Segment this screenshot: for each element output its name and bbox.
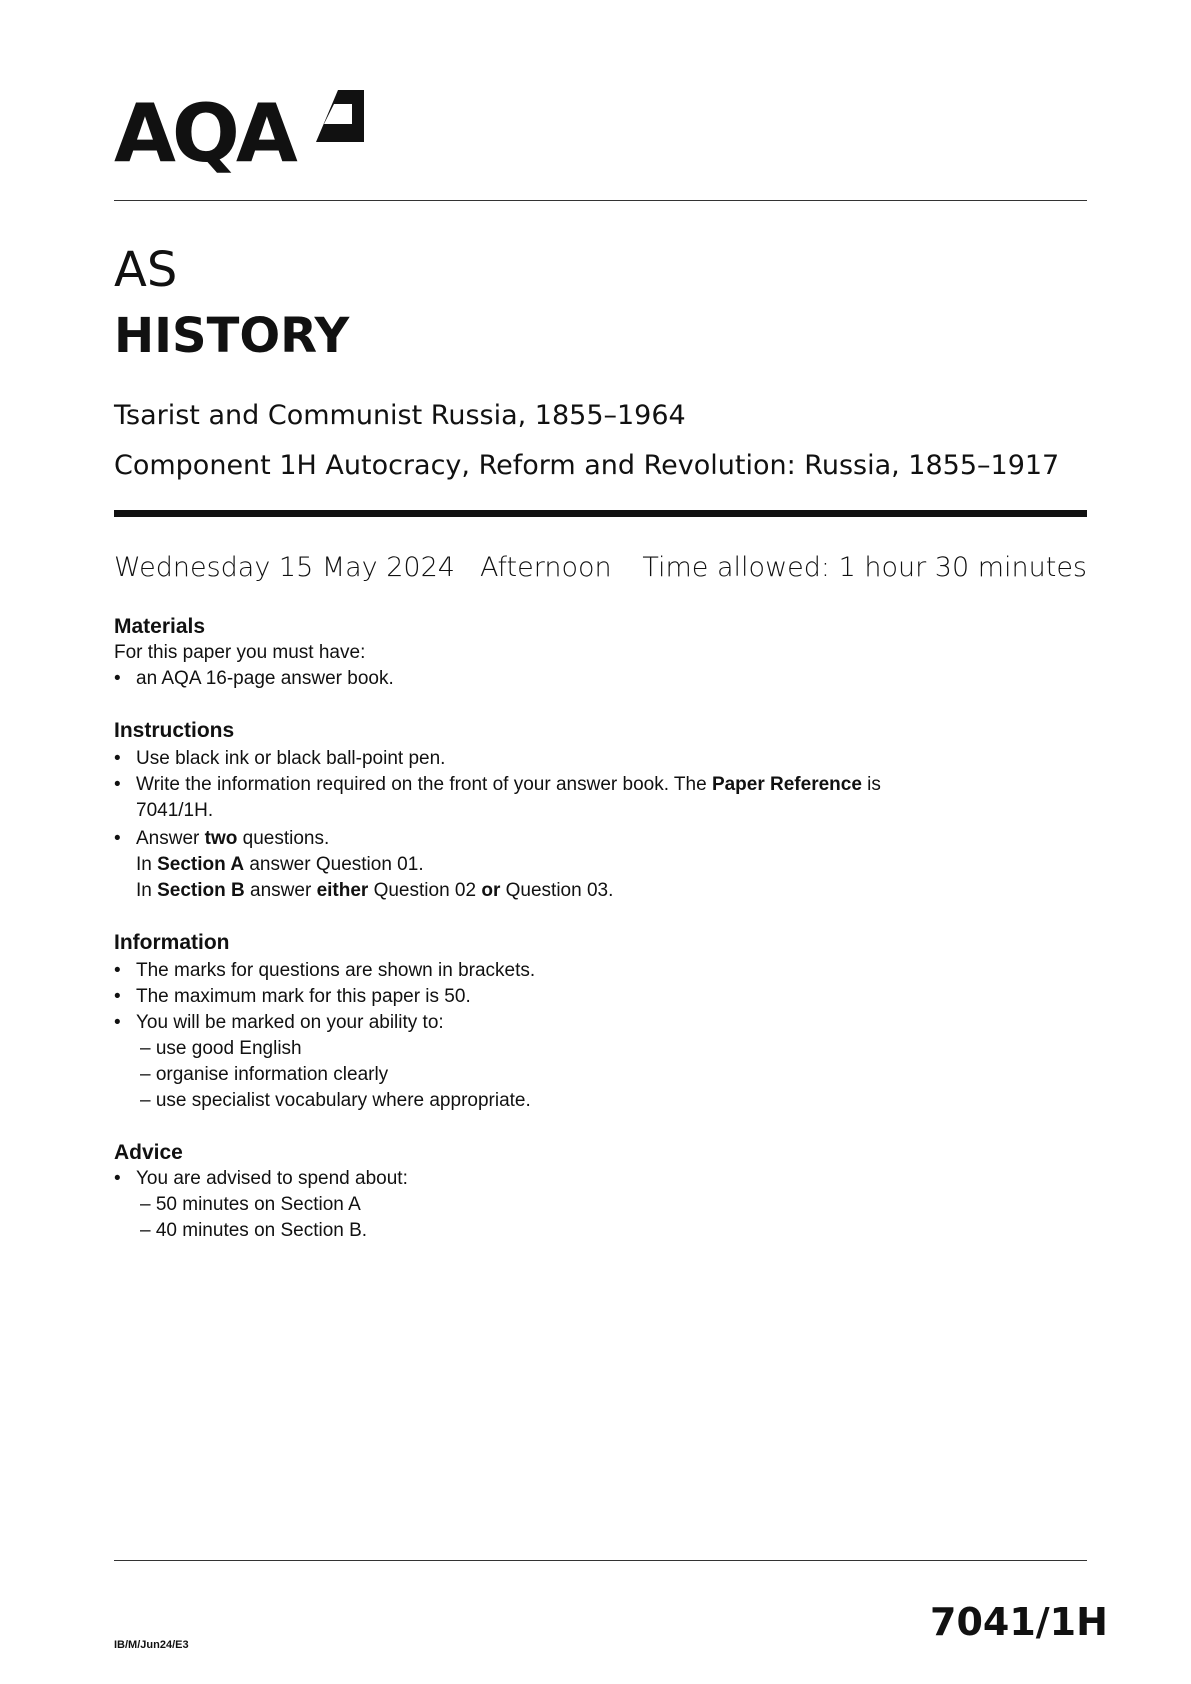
document-code: IB/M/Jun24/E3 — [114, 1639, 189, 1651]
advice-subitem: – 40 minutes on Section B. — [140, 1220, 368, 1241]
information-item-text: The marks for questions are shown in brackets. — [136, 960, 536, 981]
bullet-icon: • — [114, 668, 121, 689]
top-divider — [114, 200, 1087, 201]
information-subitem: – use specialist vocabulary where appropriate. — [140, 1090, 531, 1111]
exam-date: Wednesday 15 May 2024 — [114, 552, 455, 583]
information-subitem: – organise information clearly — [140, 1064, 389, 1085]
logo-text: AQA — [114, 87, 294, 180]
instructions-item-text: Write the information required on the front of your answer book. The Paper Reference is — [136, 774, 881, 795]
exam-session: Afternoon — [480, 552, 612, 583]
bullet-icon: • — [114, 1012, 121, 1033]
exam-dateline — [114, 550, 1087, 586]
advice-subitem: – 50 minutes on Section A — [140, 1194, 361, 1215]
instructions-item-continuation: 7041/1H. — [136, 800, 214, 821]
bullet-icon: • — [114, 1168, 121, 1189]
instructions-item-text: Use black ink or black ball-point pen. — [136, 748, 446, 769]
bullet-icon: • — [114, 960, 121, 981]
bullet-icon: • — [114, 748, 121, 769]
information-heading: Information — [114, 931, 230, 954]
time-allowed: Time allowed: 1 hour 30 minutes — [642, 552, 1087, 583]
instructions-heading: Instructions — [114, 719, 235, 742]
information-item-text: The maximum mark for this paper is 50. — [136, 986, 471, 1007]
thick-divider — [114, 510, 1087, 517]
materials-intro: For this paper you must have: — [114, 642, 366, 663]
materials-item-text: an AQA 16-page answer book. — [136, 668, 394, 689]
qualification-level: AS — [114, 242, 178, 298]
information-subitem: – use good English — [140, 1038, 302, 1059]
section-a-instruction: In Section A answer Question 01. — [136, 854, 424, 875]
information-item-text: You will be marked on your ability to: — [136, 1012, 444, 1033]
advice-heading: Advice — [114, 1141, 183, 1164]
paper-title: Tsarist and Communist Russia, 1855–1964 — [114, 400, 686, 431]
paper-reference: 7041/1H — [930, 1600, 1108, 1644]
component-title: Component 1H Autocracy, Reform and Revolution: Russia, 1855–1917 — [114, 450, 1060, 481]
bullet-icon: • — [114, 774, 121, 795]
aqa-mark-icon — [312, 90, 364, 146]
bullet-icon: • — [114, 986, 121, 1007]
footer-divider — [114, 1560, 1087, 1561]
bullet-icon: • — [114, 828, 121, 849]
aqa-logo — [114, 88, 374, 180]
advice-item-text: You are advised to spend about: — [136, 1168, 408, 1189]
subject-title: HISTORY — [114, 308, 350, 364]
section-b-instruction: In Section B answer either Question 02 or Question 03. — [136, 880, 614, 901]
instructions-item-text: Answer two questions. — [136, 828, 330, 849]
materials-heading: Materials — [114, 615, 206, 638]
